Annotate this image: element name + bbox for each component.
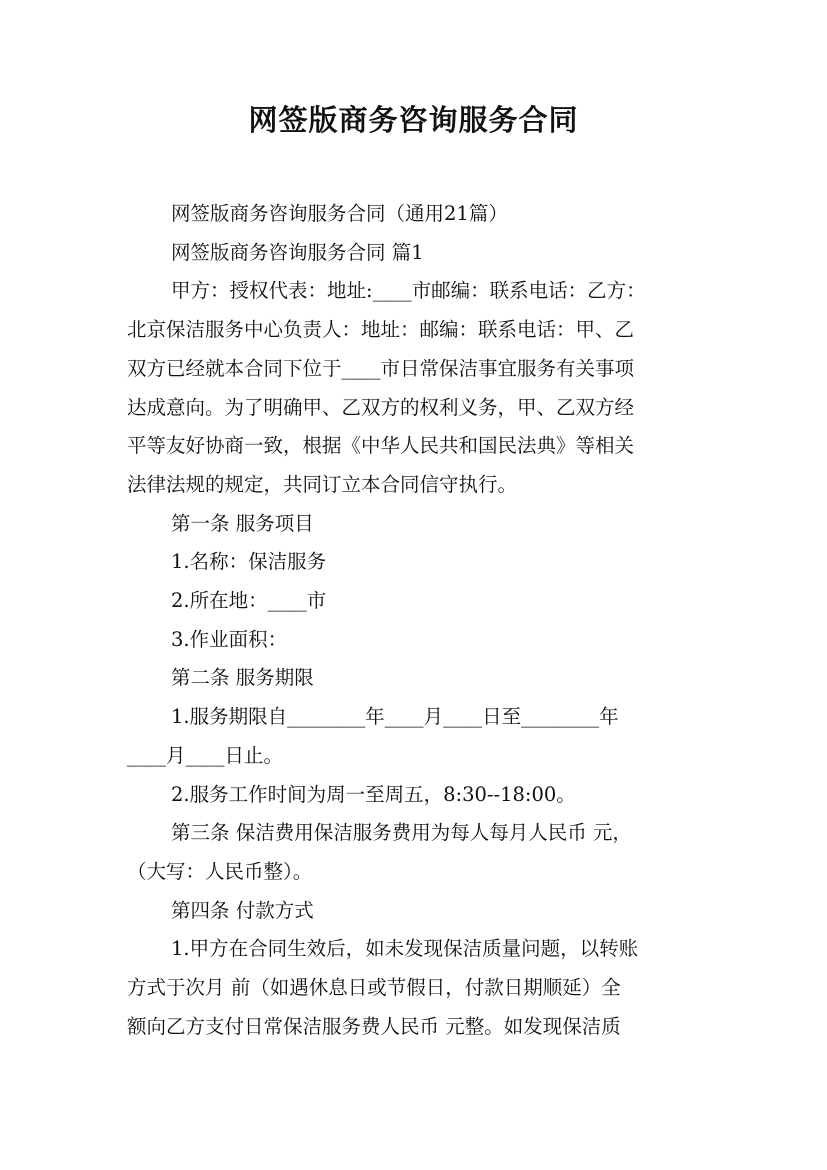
- body-line: 网签版商务咨询服务合同（通用21篇）: [171, 202, 508, 225]
- body-line: 1.名称：保洁服务: [171, 550, 327, 574]
- body-line: 达成意向。为了明确甲、乙双方的权利义务，甲、乙双方经: [127, 395, 635, 419]
- document-title: 网签版商务咨询服务合同: [248, 103, 579, 137]
- body-line: 2.服务工作时间为周一至周五，8:30--18:00。: [171, 782, 576, 806]
- body-line: 额向乙方支付日常保洁服务费人民币 元整。如发现保洁质: [127, 1014, 621, 1038]
- document-body: [127, 195, 702, 1046]
- body-line: 北京保洁服务中心负责人：地址：邮编：联系电话：甲、乙: [127, 318, 635, 342]
- body-line: 方式于次月 前（如遇休息日或节假日，付款日期顺延）全: [127, 976, 621, 1000]
- body-line: 甲方：授权代表：地址:____市邮编：联系电话：乙方：: [171, 279, 646, 303]
- body-line: （大写：人民币整）。: [127, 859, 313, 883]
- body-line: 1.甲方在合同生效后，如未发现保洁质量问题，以转账: [171, 937, 639, 961]
- body-line: 双方已经就本合同下位于____市日常保洁事宜服务有关事项: [127, 356, 635, 380]
- body-line: 法律法规的规定，共同订立本合同信守执行。: [127, 472, 518, 496]
- section-heading: 第四条 付款方式: [171, 898, 314, 922]
- body-line: 网签版商务咨询服务合同 篇1: [171, 240, 424, 264]
- body-line: ____月____日止。: [127, 743, 284, 767]
- body-line: 3.作业面积：: [171, 627, 288, 651]
- section-heading: 第三条 保洁费用保洁服务费用为每人每月人民币 元，: [171, 821, 632, 845]
- body-line: 2.所在地：____市: [171, 589, 327, 613]
- section-heading: 第一条 服务项目: [171, 511, 314, 535]
- body-line: 1.服务期限自________年____月____日至________年: [171, 705, 619, 729]
- section-heading: 第二条 服务期限: [171, 666, 314, 690]
- body-line: 平等友好协商一致，根据《中华人民共和国民法典》等相关: [127, 434, 635, 458]
